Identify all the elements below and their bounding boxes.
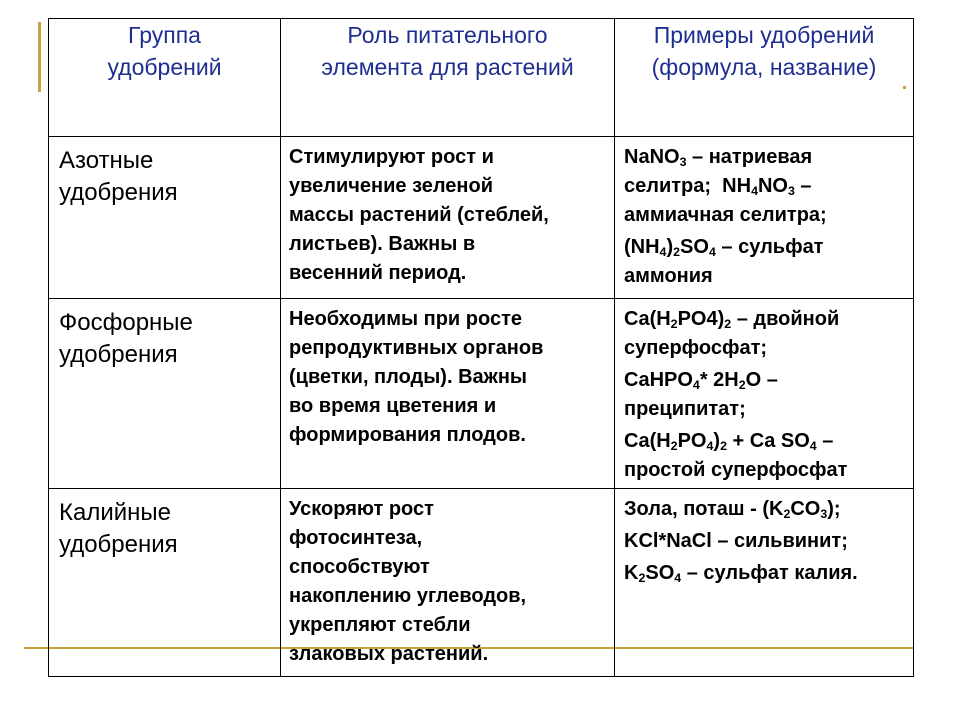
group-cell: Фосфорные удобрения xyxy=(49,299,281,489)
table-header-row xyxy=(49,19,914,137)
decorative-vertical-line xyxy=(38,22,41,92)
examples-cell xyxy=(615,299,914,489)
table-row-nitrogen xyxy=(49,137,914,299)
formula-line: NaNO$_3$ – натриевая xyxy=(624,146,813,170)
formula-line: $Ca(H_2PO_4)_2 + Ca$ $SO_4$ – xyxy=(624,430,834,454)
formula-line: селитра; $NH_4NO_3$ – xyxy=(624,175,812,199)
header-role: Роль питательного элемента для растений xyxy=(281,19,615,137)
table-row-potassium xyxy=(49,489,914,677)
examples-cell xyxy=(615,489,914,677)
formula-line: аммония xyxy=(624,265,713,287)
formula-line: простой суперфосфат xyxy=(624,459,848,481)
formula-line: $K_2SO_4$ – сульфат калия. xyxy=(624,562,858,586)
header-examples: Примеры удобрений (формула, название) xyxy=(615,19,914,137)
formula-line: $Ca(H_2PO4)_2$ – двойной xyxy=(624,308,840,332)
role-cell: Ускоряют рост фотосинтеза, способствуют накоплению углеводов, укрепляют стебли злаковых растений. xyxy=(281,489,615,677)
formula-line: CaHPO$_4$* $2H_2O$ – xyxy=(624,369,778,393)
formula-line: аммиачная селитра; xyxy=(624,204,827,226)
fertilizer-table xyxy=(48,18,914,677)
formula-line: $(NH_4)_2SO_4$ – сульфат xyxy=(624,236,824,260)
role-cell: Стимулируют рост и увеличение зеленой массы растений (стеблей, листьев). Важны в весенний период. xyxy=(281,137,615,299)
header-group: Группа удобрений xyxy=(49,19,281,137)
group-cell: Азотные удобрения xyxy=(49,137,281,299)
formula-line: KCl*NaCl – сильвинит; xyxy=(624,530,848,552)
formula-line: суперфосфат; xyxy=(624,337,768,359)
table-row-phosphorus xyxy=(49,299,914,489)
formula-line: Зола, поташ - $(K_2CO_3)$; xyxy=(624,498,841,522)
formula-line: преципитат; xyxy=(624,398,746,420)
role-cell: Необходимы при росте репродуктивных органов (цветки, плоды). Важны во время цветения и формирования плодов. xyxy=(281,299,615,489)
examples-cell xyxy=(615,137,914,299)
group-cell: Калийные удобрения xyxy=(49,489,281,677)
